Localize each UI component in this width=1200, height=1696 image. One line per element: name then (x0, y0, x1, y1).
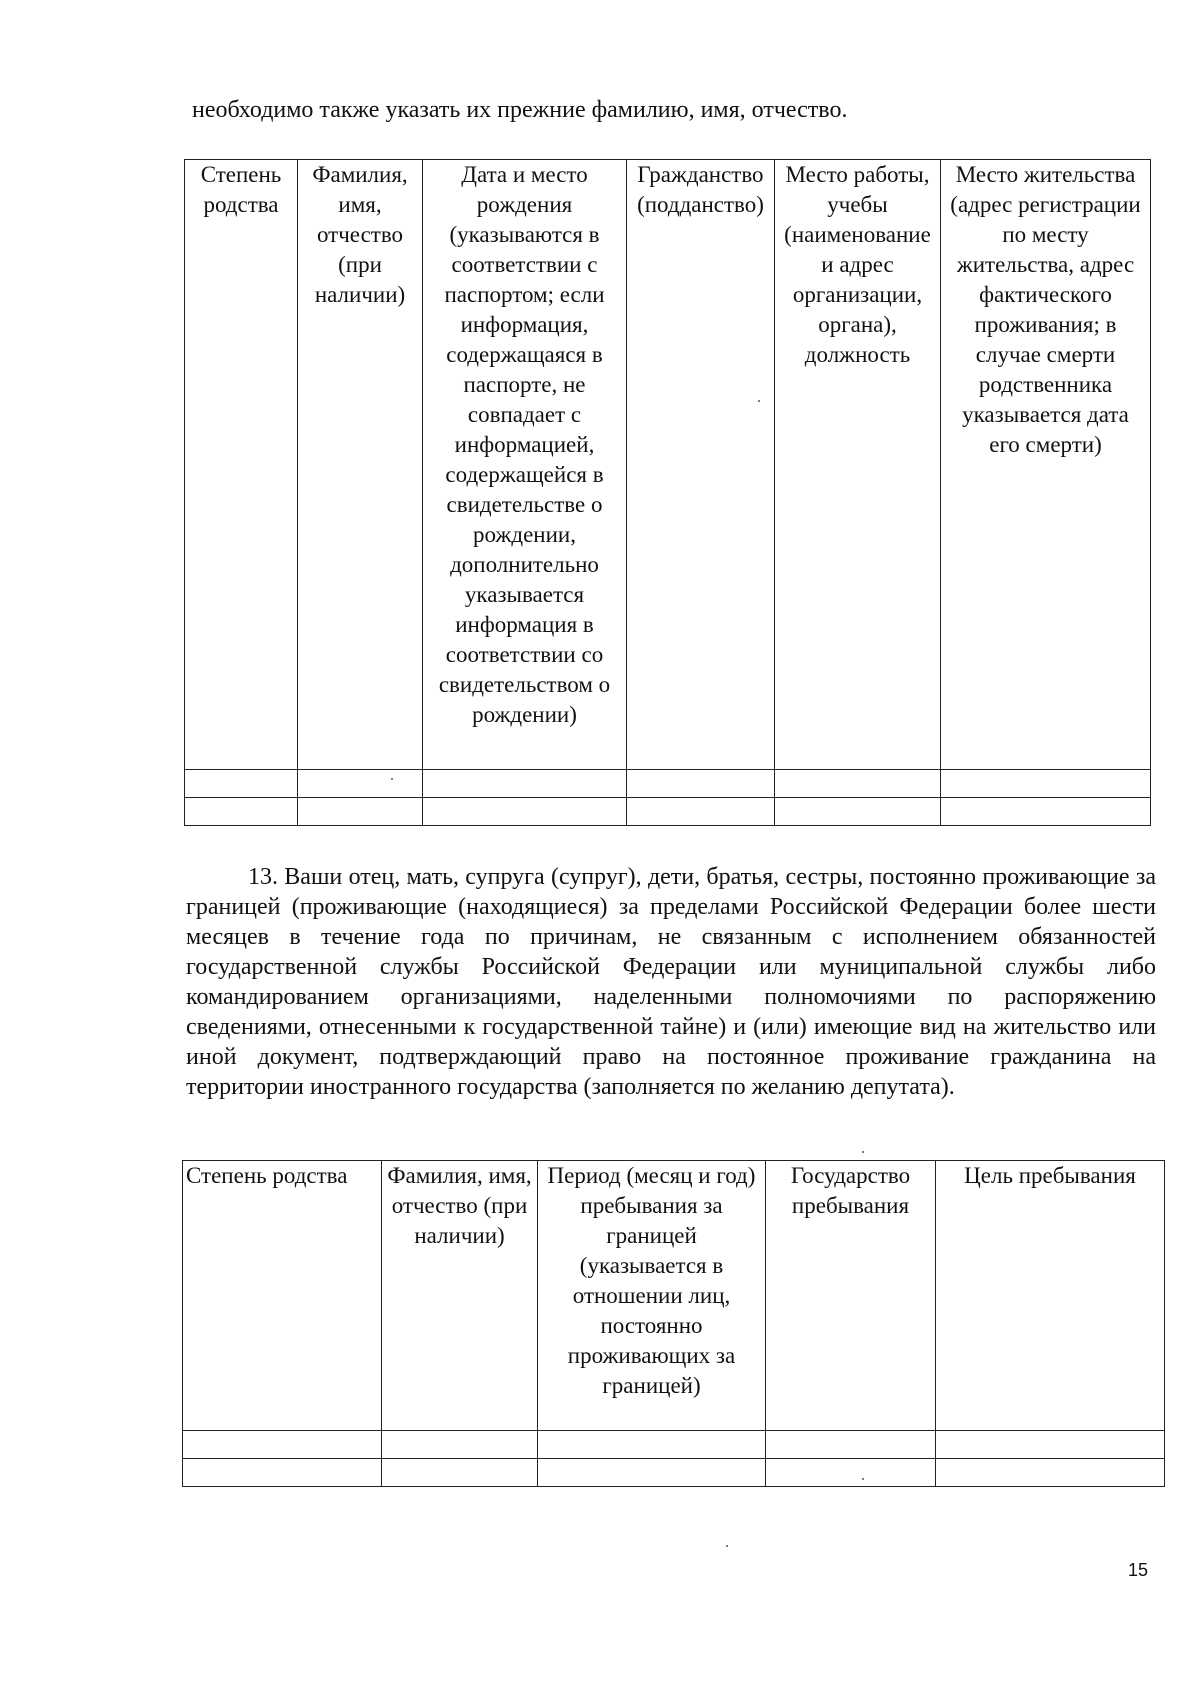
page-number: 15 (1128, 1560, 1149, 1580)
blank-cell[interactable] (185, 770, 298, 798)
blank-cell[interactable] (775, 798, 941, 826)
scan-speck (391, 778, 393, 780)
section-13-text: 13. Ваши отец, мать, супруга (супруг), дети, братья, сестры, постоянно проживающие за границей (проживающие (находящиеся) за пределами Российской Федерации более шести месяцев в течение года по причинам, не связанным с исполнением обязанностей государственной службы Российской Федерации или муниципальной службы либо командированием организациями, наделенными полномочиями по распоряжению сведениями, отнесенными к государственной тайне) и (или) имеющие вид на жительство или иной документ, подтверждающий право на постоянное проживание гражданина на территории иностранного государства (заполняется по желанию депутата). (186, 864, 1156, 1100)
blank-cell[interactable] (382, 1431, 538, 1459)
header-citizenship: Гражданство (подданство) (627, 160, 775, 770)
header-stay-purpose: Цель пребывания (936, 1161, 1165, 1431)
relatives-abroad-table (182, 1160, 1165, 1487)
blank-cell[interactable] (185, 798, 298, 826)
blank-cell[interactable] (538, 1431, 766, 1459)
header-full-name: Фамилия, имя, отчество (при наличии) (382, 1161, 538, 1431)
blank-cell[interactable] (298, 798, 423, 826)
blank-cell[interactable] (183, 1431, 382, 1459)
blank-cell[interactable] (382, 1459, 538, 1487)
header-birth-date-place: Дата и место рождения (указываются в соответствии с паспортом; если информация, содержащаяся в паспорте, не совпадает с информацией, содержащейся в свидетельстве о рождении, дополнительно указывается информация в соответствии со свидетельством о рождении) (423, 160, 627, 770)
blank-cell[interactable] (423, 770, 627, 798)
table-row (183, 1459, 1165, 1487)
blank-cell[interactable] (936, 1459, 1165, 1487)
blank-cell[interactable] (627, 770, 775, 798)
blank-cell[interactable] (538, 1459, 766, 1487)
table-row (183, 1431, 1165, 1459)
header-full-name: Фамилия, имя, отчество (при наличии) (298, 160, 423, 770)
relatives-table-header-row (185, 160, 1151, 770)
header-stay-country: Государство пребывания (766, 1161, 936, 1431)
header-residence: Место жительства (адрес регистрации по месту жительства, адрес фактического проживания; в случае смерти родственника указывается дата его смерти) (941, 160, 1151, 770)
scan-speck (862, 1478, 864, 1480)
blank-cell[interactable] (298, 770, 423, 798)
relatives-table (184, 159, 1151, 826)
header-relation-degree: Степень родства (185, 160, 298, 770)
relatives-abroad-table-header-row (183, 1161, 1165, 1431)
blank-cell[interactable] (941, 770, 1151, 798)
blank-cell[interactable] (423, 798, 627, 826)
table-row (185, 798, 1151, 826)
header-relation-degree: Степень родства (183, 1161, 382, 1431)
table-row (185, 770, 1151, 798)
header-work-place: Место работы, учебы (наименование и адрес организации, органа), должность (775, 160, 941, 770)
blank-cell[interactable] (766, 1431, 936, 1459)
scan-speck (862, 1151, 864, 1153)
blank-cell[interactable] (627, 798, 775, 826)
header-stay-period: Период (месяц и год) пребывания за границей (указывается в отношении лиц, постоянно проживающих за границей) (538, 1161, 766, 1431)
blank-cell[interactable] (775, 770, 941, 798)
scan-speck (726, 1545, 728, 1547)
blank-cell[interactable] (941, 798, 1151, 826)
blank-cell[interactable] (766, 1459, 936, 1487)
intro-line: необходимо также указать их прежние фамилию, имя, отчество. (192, 97, 848, 123)
blank-cell[interactable] (936, 1431, 1165, 1459)
blank-cell[interactable] (183, 1459, 382, 1487)
scan-speck (758, 400, 760, 402)
